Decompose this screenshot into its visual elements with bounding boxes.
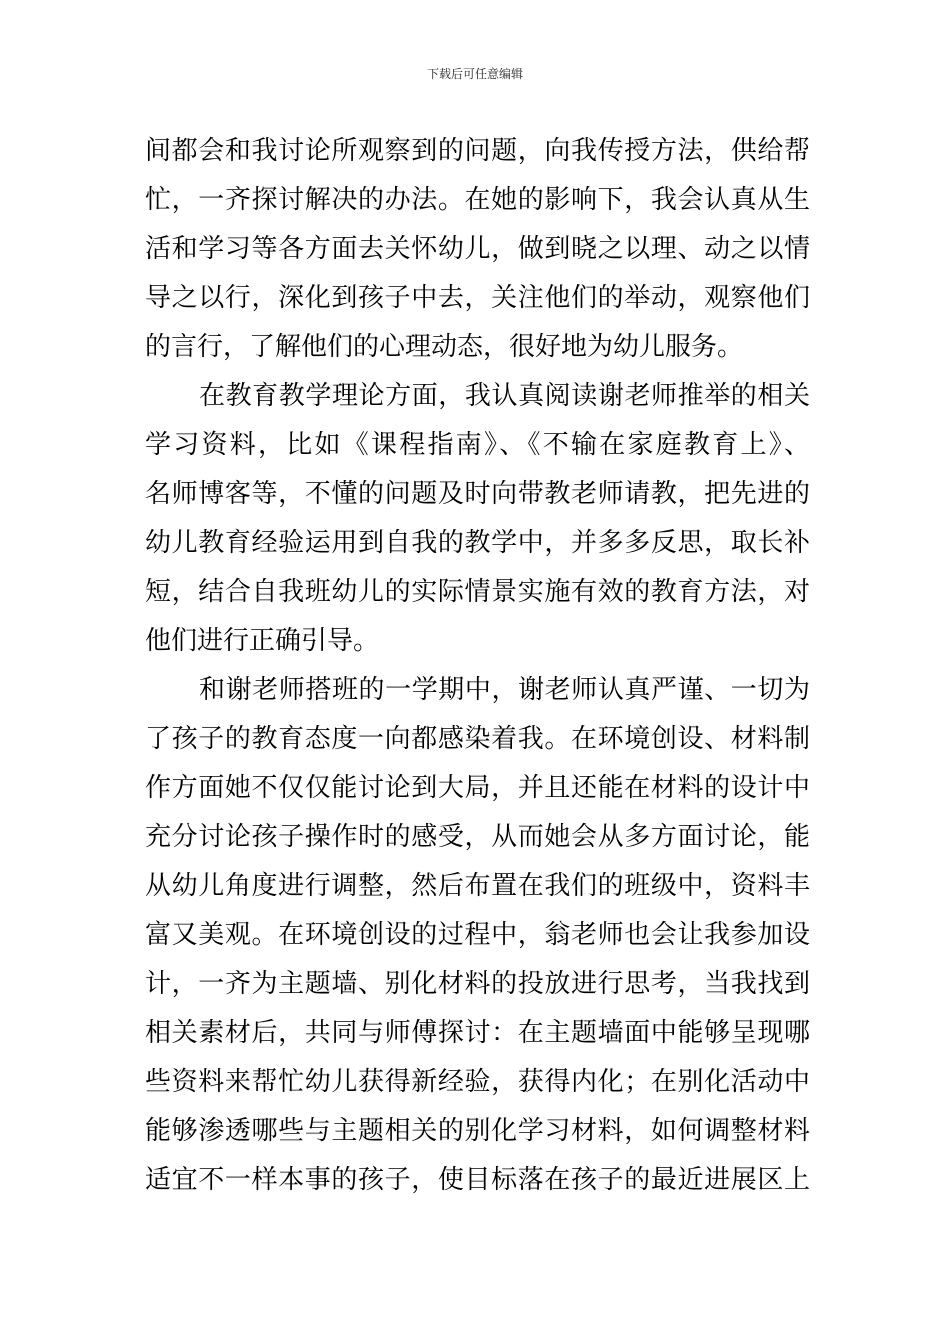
text-line: 学习资料，比如《课程指南》、《不输在家庭教育上》、 (145, 430, 810, 460)
paragraph-2 (145, 372, 810, 666)
text-line: 计，一齐为主题墙、别化材料的投放进行思考，当我找到 (145, 969, 810, 999)
text-line: 些资料来帮忙幼儿获得新经验，获得内化；在别化活动中 (145, 1067, 810, 1097)
paragraph-1 (145, 127, 810, 372)
text-line: 名师博客等，不懂的问题及时向带教老师请教，把先进的 (145, 479, 810, 509)
text-line: 短，结合自我班幼儿的实际情景实施有效的教育方法，对 (145, 577, 810, 607)
text-line: 相关素材后，共同与师傅探讨：在主题墙面中能够呈现哪 (145, 1018, 810, 1048)
text-line: 和谢老师搭班的一学期中，谢老师认真严谨、一切为 (199, 675, 810, 705)
text-line: 充分讨论孩子操作时的感受，从而她会从多方面讨论，能 (145, 822, 810, 852)
text-line: 能够渗透哪些与主题相关的别化学习材料，如何调整材料 (145, 1116, 810, 1146)
page-header: 下载后可任意编辑 (426, 67, 523, 81)
text-line: 他们进行正确引导。 (145, 626, 380, 656)
text-line: 间都会和我讨论所观察到的问题，向我传授方法，供给帮 (145, 136, 810, 166)
text-line: 作方面她不仅仅能讨论到大局，并且还能在材料的设计中 (145, 773, 810, 803)
text-line: 适宜不一样本事的孩子，使目标落在孩子的最近进展区上 (145, 1165, 810, 1195)
text-line: 的言行，了解他们的心理动态，很好地为幼儿服务。 (145, 332, 744, 362)
text-line: 从幼儿角度进行调整，然后布置在我们的班级中，资料丰 (145, 871, 810, 901)
text-line: 了孩子的教育态度一向都感染着我。在环境创设、材料制 (145, 724, 810, 754)
text-line: 富又美观。在环境创设的过程中，翁老师也会让我参加设 (145, 920, 810, 950)
text-line: 导之以行，深化到孩子中去，关注他们的举动，观察他们 (145, 283, 810, 313)
text-line: 忙，一齐探讨解决的办法。在她的影响下，我会认真从生 (145, 185, 810, 215)
text-line: 在教育教学理论方面，我认真阅读谢老师推举的相关 (199, 381, 810, 411)
document-body (145, 127, 810, 1205)
text-line: 活和学习等各方面去关怀幼儿，做到晓之以理、动之以情 (145, 234, 810, 264)
paragraph-3 (145, 666, 810, 1205)
text-line: 幼儿教育经验运用到自我的教学中，并多多反思，取长补 (145, 528, 810, 558)
